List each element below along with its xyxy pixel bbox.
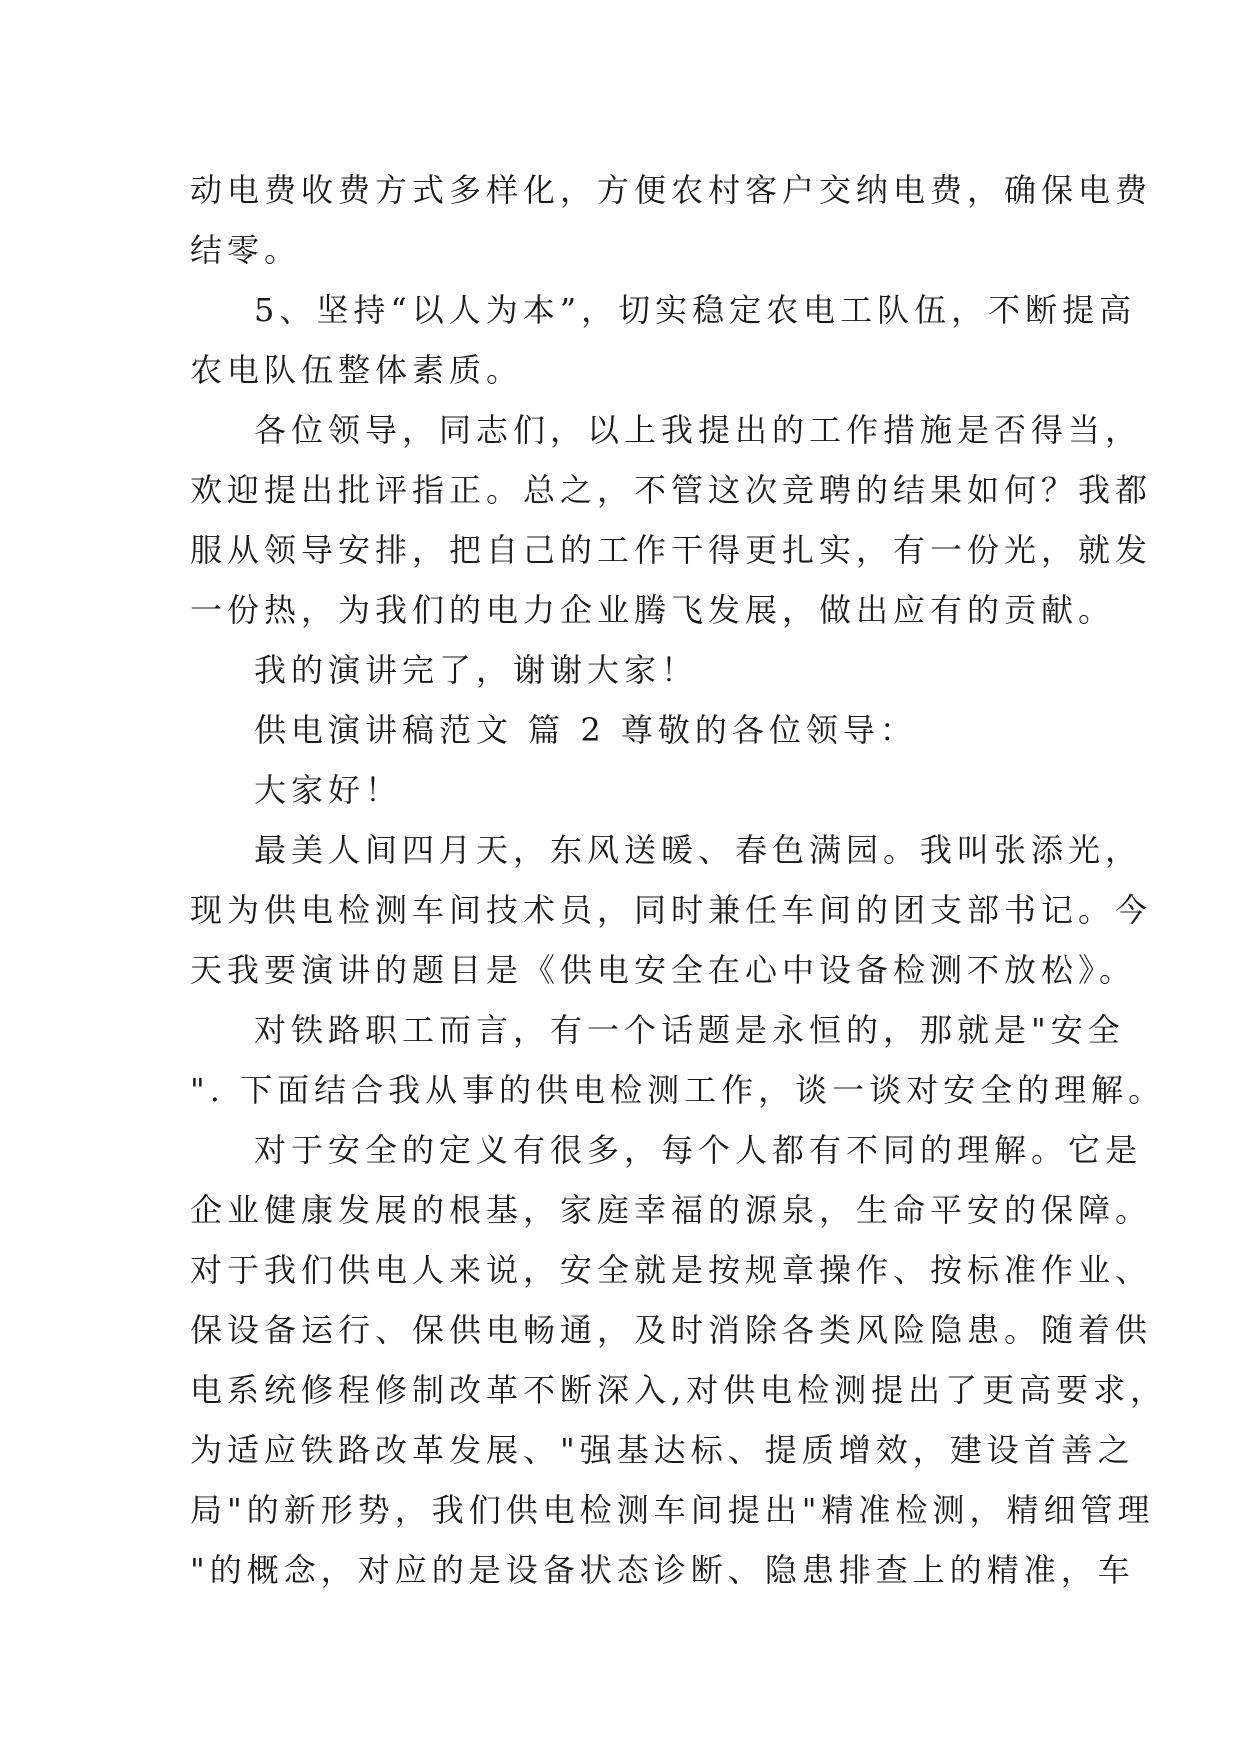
text-line: 5、坚持“以人为本”，切实稳定农电工队伍，不断提高	[254, 291, 1137, 329]
text-line: 欢迎提出批评指正。总之，不管这次竞聘的结果如何？我都	[190, 471, 1153, 509]
text-line: 农电队伍整体素质。	[190, 351, 524, 389]
text-line: 对于我们供电人来说，安全就是按规章操作、按标准作业、	[190, 1251, 1153, 1289]
text-line: 动电费收费方式多样化，方便农村客户交纳电费，确保电费	[190, 171, 1153, 209]
text-line: 局"的新形势，我们供电检测车间提出"精准检测，精细管理	[190, 1491, 1155, 1529]
text-line: 保设备运行、保供电畅通，及时消除各类风险隐患。随着供	[190, 1311, 1153, 1349]
text-line: 对铁路职工而言，有一个话题是永恒的，那就是"安全	[254, 1011, 1125, 1049]
document-body	[190, 160, 1168, 1600]
text-line: 最美人间四月天，东风送暖、春色满园。我叫张添光，	[254, 831, 1143, 869]
text-line: 企业健康发展的根基，家庭幸福的源泉，生命平安的保障。	[190, 1191, 1153, 1229]
text-line: 天我要演讲的题目是《供电安全在心中设备检测不放松》。	[190, 951, 1137, 989]
text-line: ". 下面结合我从事的供电检测工作，谈一谈对安全的理解。	[190, 1071, 1166, 1109]
text-line: 服从领导安排，把自己的工作干得更扎实，有一份光，就发	[190, 531, 1153, 569]
text-line: 对于安全的定义有很多，每个人都有不同的理解。它是	[254, 1131, 1143, 1169]
text-line: 电系统修程修制改革不断深入,对供电检测提出了更高要求，	[190, 1371, 1168, 1409]
text-line: 大家好！	[254, 771, 403, 809]
text-line: 各位领导，同志们，以上我提出的工作措施是否得当，	[254, 411, 1143, 449]
text-line: 供电演讲稿范文 篇 2 尊敬的各位领导：	[254, 711, 917, 749]
text-line: 我的演讲完了，谢谢大家！	[254, 651, 699, 689]
text-line: 现为供电检测车间技术员，同时兼任车间的团支部书记。今	[190, 891, 1153, 929]
text-line: 为适应铁路改革发展、"强基达标、提质增效，建设首善之	[190, 1431, 1135, 1469]
text-line: "的概念，对应的是设备状态诊断、隐患排查上的精准，车	[190, 1551, 1135, 1589]
text-line: 一份热，为我们的电力企业腾飞发展，做出应有的贡献。	[190, 591, 1116, 629]
text-line: 结零。	[190, 231, 302, 269]
